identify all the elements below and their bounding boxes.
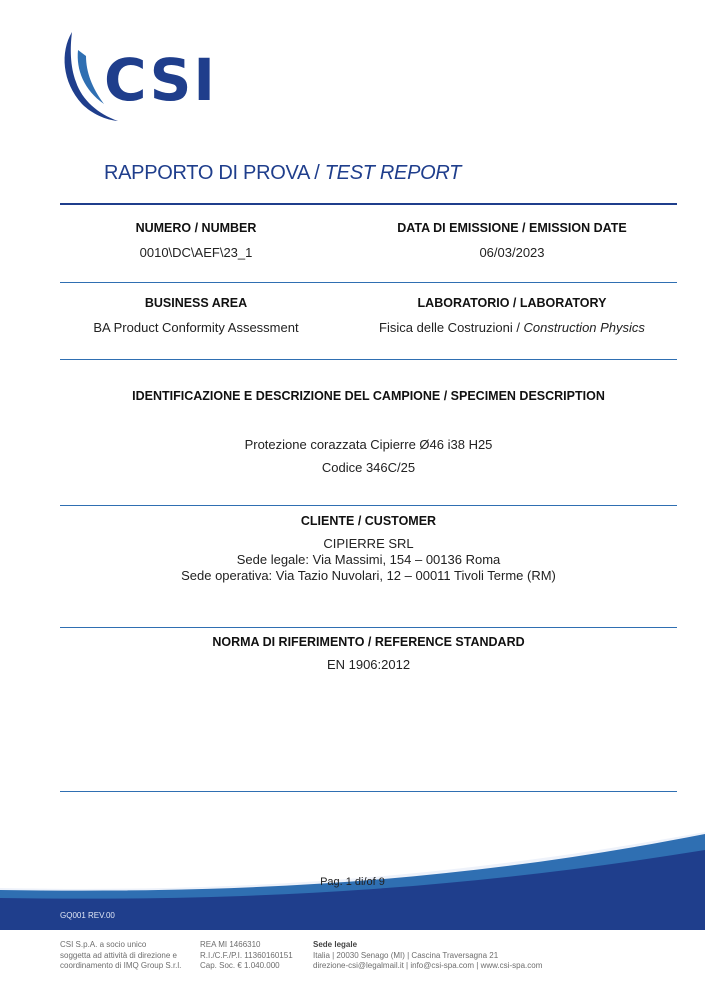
footer-seat-title: Sede legale — [313, 940, 358, 949]
report-title-italic: TEST REPORT — [324, 162, 462, 184]
divider — [60, 359, 677, 360]
footer-reg-line: REA MI 1466310 — [200, 940, 261, 949]
specimen-line1: Protezione corazzata Cipierre Ø46 i38 H25 — [244, 437, 493, 452]
standard-value: EN 1906:2012 — [326, 657, 411, 672]
report-title-main: RAPPORTO DI PROVA / — [104, 162, 325, 184]
footer-seat — [313, 940, 613, 972]
customer-operative-address: Sede operativa: Via Tazio Nuvolari, 12 – 00011 Tivoli Terme (RM) — [181, 568, 556, 583]
page-number: Pag. 1 di/of 9 — [320, 876, 385, 888]
business-area-label: BUSINESS AREA — [144, 296, 248, 310]
divider — [60, 505, 677, 506]
divider — [60, 791, 677, 792]
footer-company — [60, 940, 200, 972]
footer-reg-line: Cap. Soc. € 1.040.000 — [200, 961, 280, 970]
standard-label: NORMA DI RIFERIMENTO / REFERENCE STANDARD — [212, 635, 525, 649]
number-label: NUMERO / NUMBER — [135, 221, 257, 235]
divider — [60, 282, 677, 283]
business-area-value: BA Product Conformity Assessment — [93, 320, 299, 335]
emission-date-label: DATA DI EMISSIONE / EMISSION DATE — [397, 221, 627, 235]
divider — [60, 203, 677, 205]
form-code: GQ001 REV.00 — [60, 911, 115, 920]
specimen-line2: Codice 346C/25 — [321, 460, 416, 475]
laboratory-value-en: Construction Physics — [523, 320, 645, 335]
footer-registration — [200, 940, 312, 972]
footer-company-line: CSI S.p.A. a socio unico — [60, 940, 147, 949]
emission-date-value: 06/03/2023 — [479, 245, 545, 260]
laboratory-label: LABORATORIO / LABORATORY — [417, 296, 607, 310]
footer-company-line: soggetta ad attività di direzione e — [60, 950, 177, 960]
customer-name: CIPIERRE SRL — [323, 536, 414, 551]
footer-company-line: coordinamento di IMQ Group S.r.l. — [60, 961, 182, 970]
footer-seat-line: Italia | 20030 Senago (MI) | Cascina Traversagna 21 — [313, 950, 499, 960]
customer-legal-address: Sede legale: Via Massimi, 154 – 00136 Roma — [236, 552, 501, 567]
footer-reg-line: R.I./C.F./P.I. 11360160151 — [200, 950, 293, 960]
footer-seat-line: direzione-csi@legalmail.it | info@csi-spa.com | www.csi-spa.com — [313, 961, 543, 970]
divider — [60, 627, 677, 628]
laboratory-value — [362, 320, 662, 335]
specimen-label: IDENTIFICAZIONE E DESCRIZIONE DEL CAMPIONE / SPECIMEN DESCRIPTION — [132, 389, 605, 403]
customer-label: CLIENTE / CUSTOMER — [300, 514, 437, 528]
report-title — [104, 162, 461, 185]
laboratory-value-it: Fisica delle Costruzioni / — [379, 320, 524, 335]
number-value: 0010\DC\AEF\23_1 — [139, 245, 253, 260]
csi-logo-text: CSI — [104, 46, 217, 114]
